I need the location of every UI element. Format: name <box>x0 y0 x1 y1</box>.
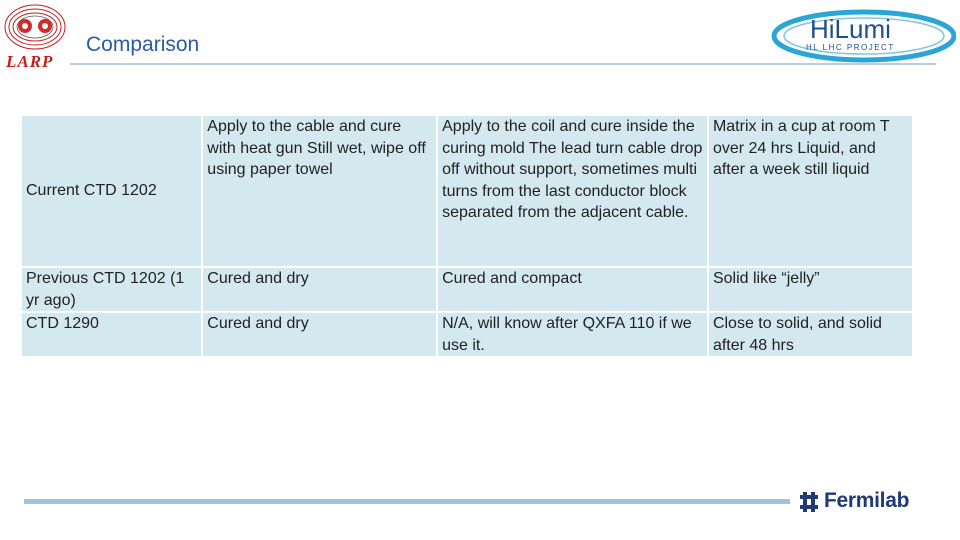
table-row <box>22 268 912 311</box>
cell-curing-mold: N/A, will know after QXFA 110 if we use it. <box>438 313 707 356</box>
cell-heat-gun: Cured and dry <box>203 313 436 356</box>
cell-cup: Solid like “jelly” <box>709 268 912 311</box>
page-title: Comparison <box>86 33 200 56</box>
footer-bar <box>24 499 790 504</box>
fermilab-logo-text: Fermilab <box>824 489 910 512</box>
row-label: Previous CTD 1202 (1 yr ago) <box>22 268 201 311</box>
cell-cup: Matrix in a cup at room T over 24 hrs Liquid, and after a week still liquid <box>709 116 912 266</box>
cell-heat-gun: Apply to the cable and cure with heat gun Still wet, wipe off using paper towel <box>203 116 436 266</box>
row-label: CTD 1290 <box>22 313 201 356</box>
table-row <box>22 116 912 266</box>
table-row <box>22 313 912 356</box>
cell-curing-mold: Apply to the coil and cure inside the curing mold The lead turn cable drop off without support, sometimes multi turns from the last conductor block separated from the adjacent cable. <box>438 116 707 266</box>
hilumi-logo-subtext: HL LHC PROJECT <box>806 43 895 52</box>
cell-heat-gun: Cured and dry <box>203 268 436 311</box>
row-label: Current CTD 1202 <box>22 116 201 266</box>
cell-cup: Close to solid, and solid after 48 hrs <box>709 313 912 356</box>
hilumi-logo <box>766 2 956 64</box>
fermilab-logo <box>798 488 940 516</box>
hilumi-logo-icon <box>766 2 956 64</box>
cell-curing-mold: Cured and compact <box>438 268 707 311</box>
larp-logo <box>0 0 72 76</box>
comparison-table <box>20 114 914 358</box>
fermilab-mark-icon <box>798 491 820 513</box>
hilumi-logo-text: HiLumi <box>810 14 891 44</box>
larp-rings-icon <box>3 2 67 52</box>
larp-logo-text: LARP <box>6 52 54 71</box>
